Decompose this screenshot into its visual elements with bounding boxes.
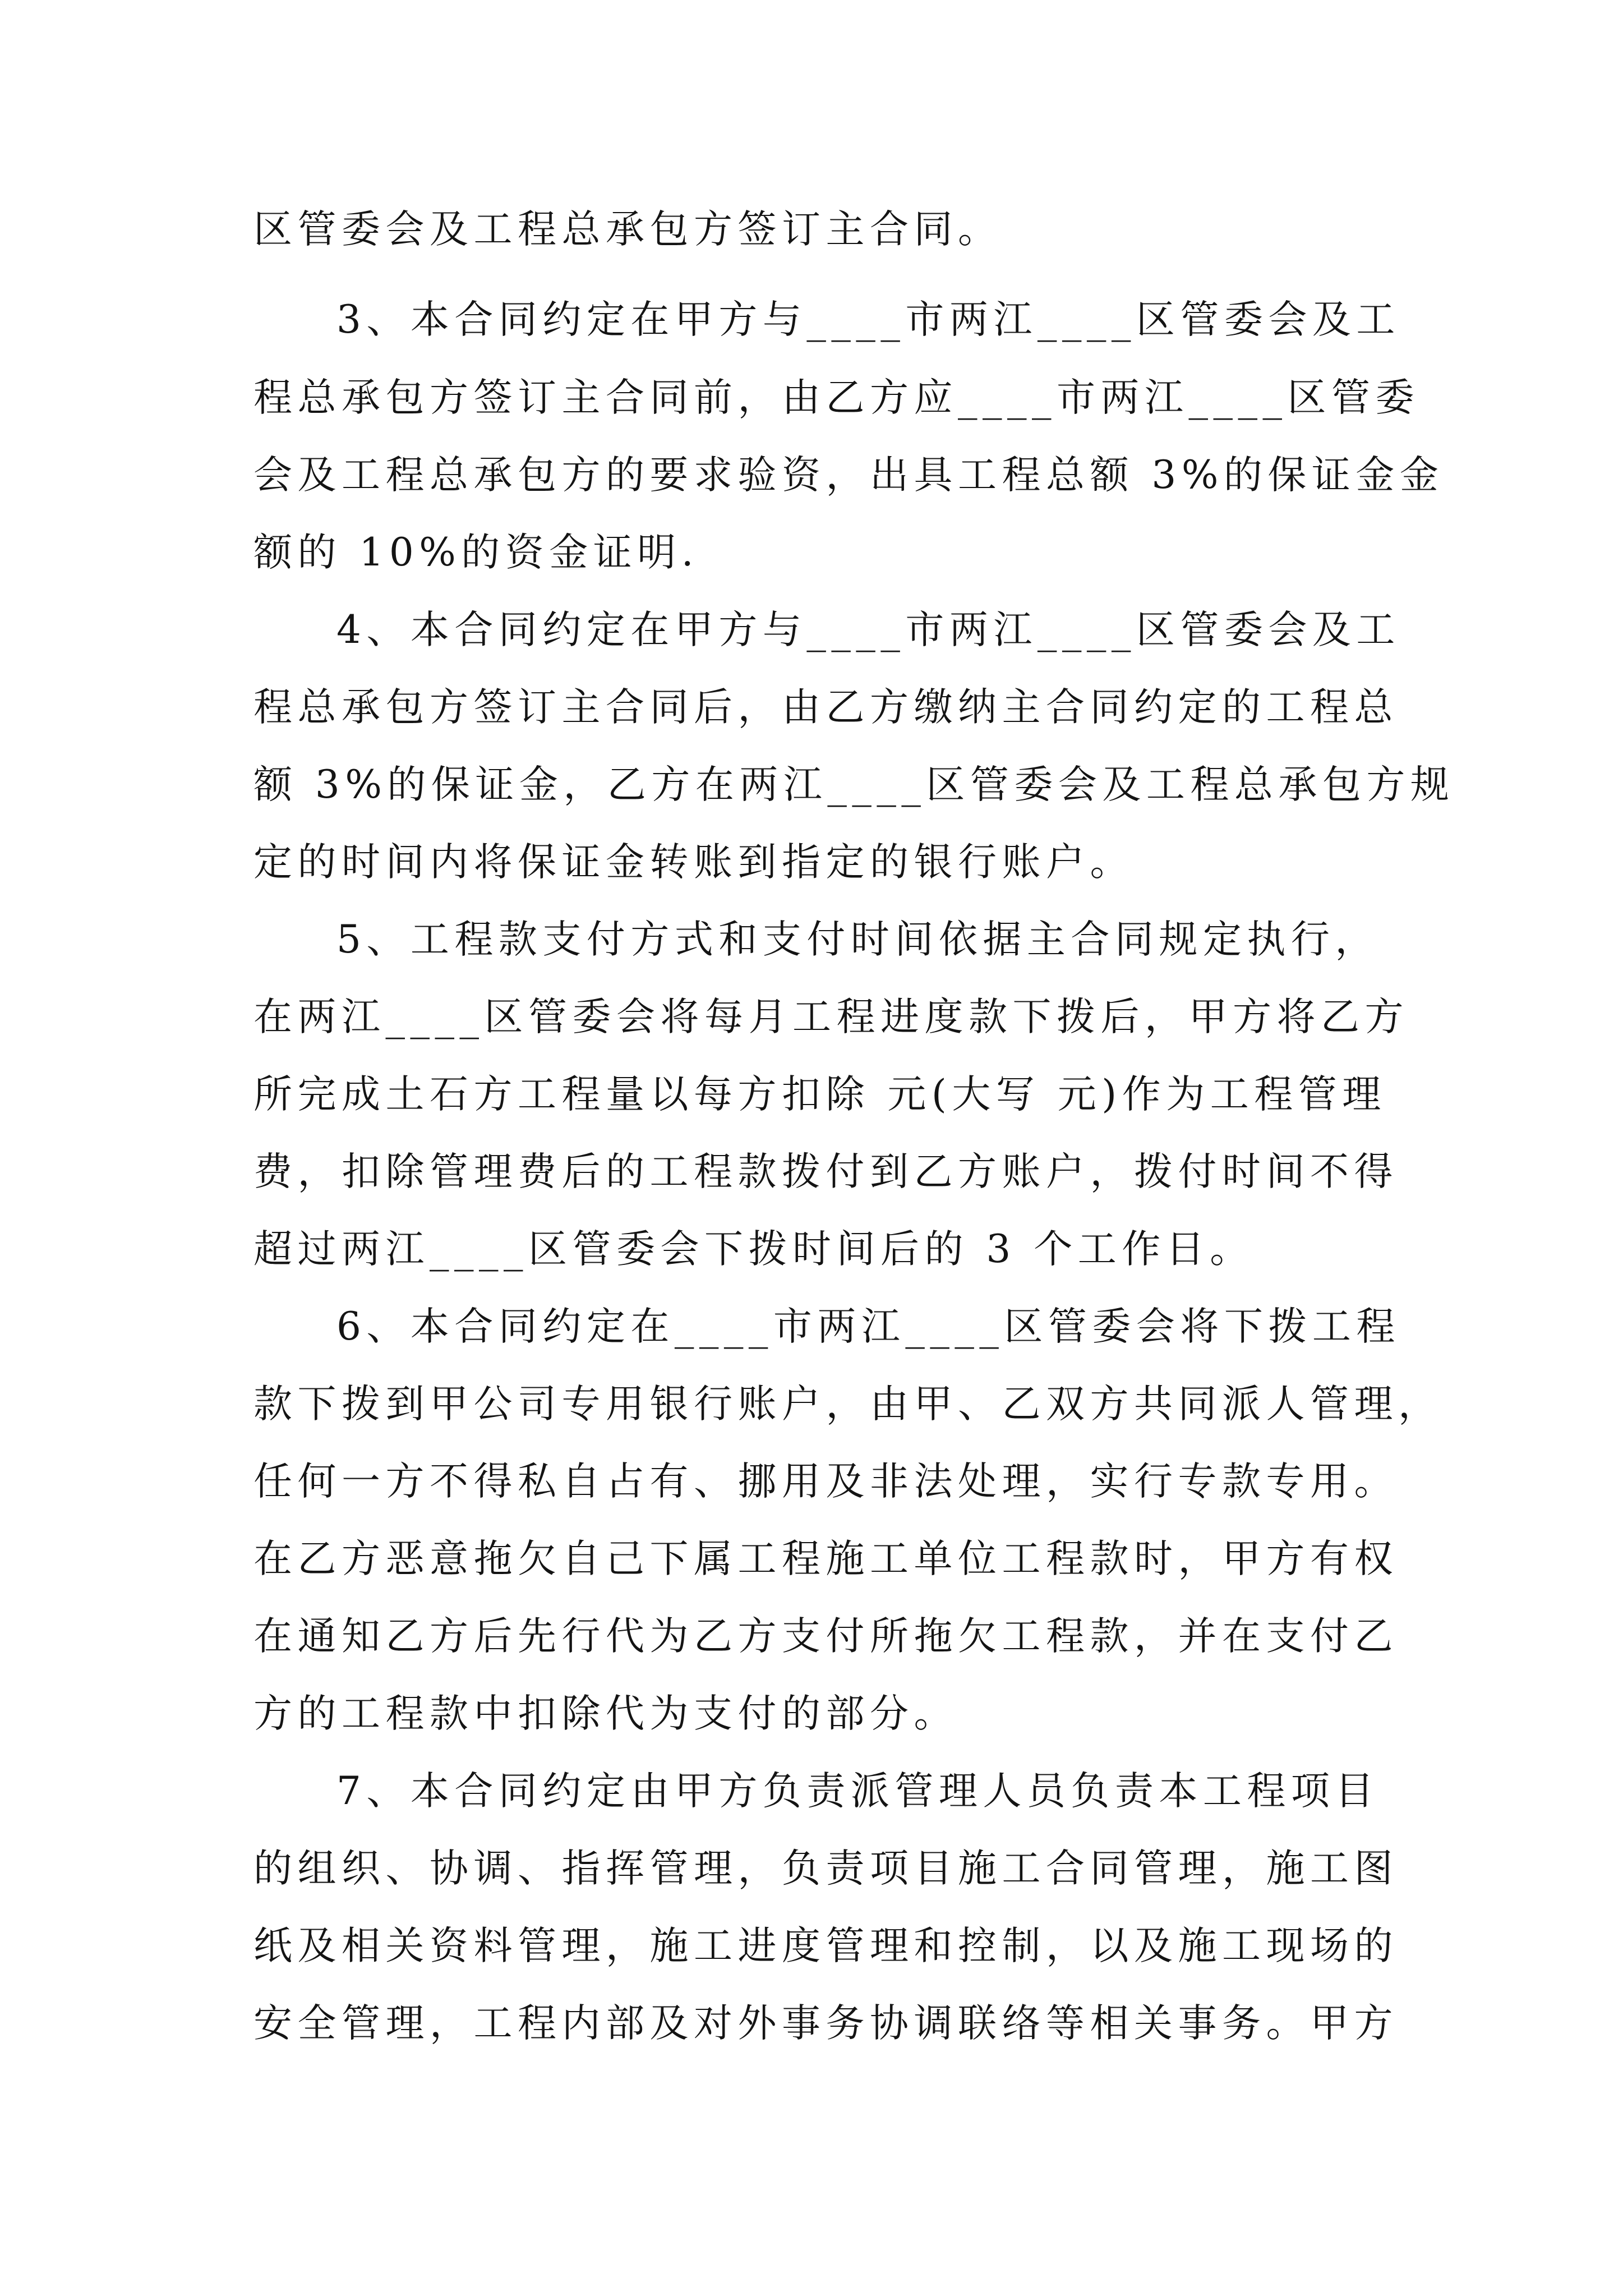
text-line: 程总承包方签订主合同前，由乙方应____市两江____区管委	[253, 375, 1419, 420]
text-line: 任何一方不得私自占有、挪用及非法处理，实行专款专用。	[253, 1459, 1398, 1504]
text-line: 款下拨到甲公司专用银行账户，由甲、乙双方共同派人管理，	[253, 1382, 1442, 1427]
text-line: 额的 10%的资金证明.	[253, 530, 699, 575]
text-line: 程总承包方签订主合同后，由乙方缴纳主合同约定的工程总	[253, 685, 1398, 730]
text-line: 在两江____区管委会将每月工程进度款下拨后，甲方将乙方	[253, 995, 1409, 1039]
text-line: 所完成土石方工程量以每方扣除 元(大写 元)作为工程管理	[253, 1072, 1386, 1117]
text-line: 在乙方恶意拖欠自己下属工程施工单位工程款时，甲方有权	[253, 1536, 1398, 1581]
text-line: 方的工程款中扣除代为支付的部分。	[253, 1691, 958, 1736]
text-line: 在通知乙方后先行代为乙方支付所拖欠工程款，并在支付乙	[253, 1614, 1398, 1659]
clause-6-line: 6、本合同约定在____市两江____区管委会将下拨工程	[336, 1304, 1400, 1349]
text-line: 的组织、协调、指挥管理，负责项目施工合同管理，施工图	[253, 1846, 1398, 1891]
text-line: 纸及相关资料管理，施工进度管理和控制，以及施工现场的	[253, 1924, 1398, 1968]
clause-4-line: 4、本合同约定在甲方与____市两江____区管委会及工	[336, 608, 1400, 652]
text-line: 会及工程总承包方的要求验资，出具工程总额 3%的保证金金	[253, 453, 1444, 498]
text-line: 安全管理，工程内部及对外事务协调联络等相关事务。甲方	[253, 2001, 1398, 2046]
text-line: 费，扣除管理费后的工程款拨付到乙方账户，拨付时间不得	[253, 1149, 1398, 1194]
clause-5-line: 5、工程款支付方式和支付时间依据主合同规定执行，	[336, 917, 1379, 962]
text-line: 额 3%的保证金，乙方在两江____区管委会及工程总承包方规	[253, 762, 1455, 807]
text-line: 超过两江____区管委会下拨时间后的 3 个工作日。	[253, 1227, 1254, 1272]
clause-7-line: 7、本合同约定由甲方负责派管理人员负责本工程项目	[336, 1769, 1379, 1814]
text-line: 定的时间内将保证金转账到指定的银行账户。	[253, 840, 1134, 885]
text-line: 区管委会及工程总承包方签订主合同。	[253, 207, 1002, 252]
clause-3-line: 3、本合同约定在甲方与____市两江____区管委会及工	[336, 297, 1400, 342]
